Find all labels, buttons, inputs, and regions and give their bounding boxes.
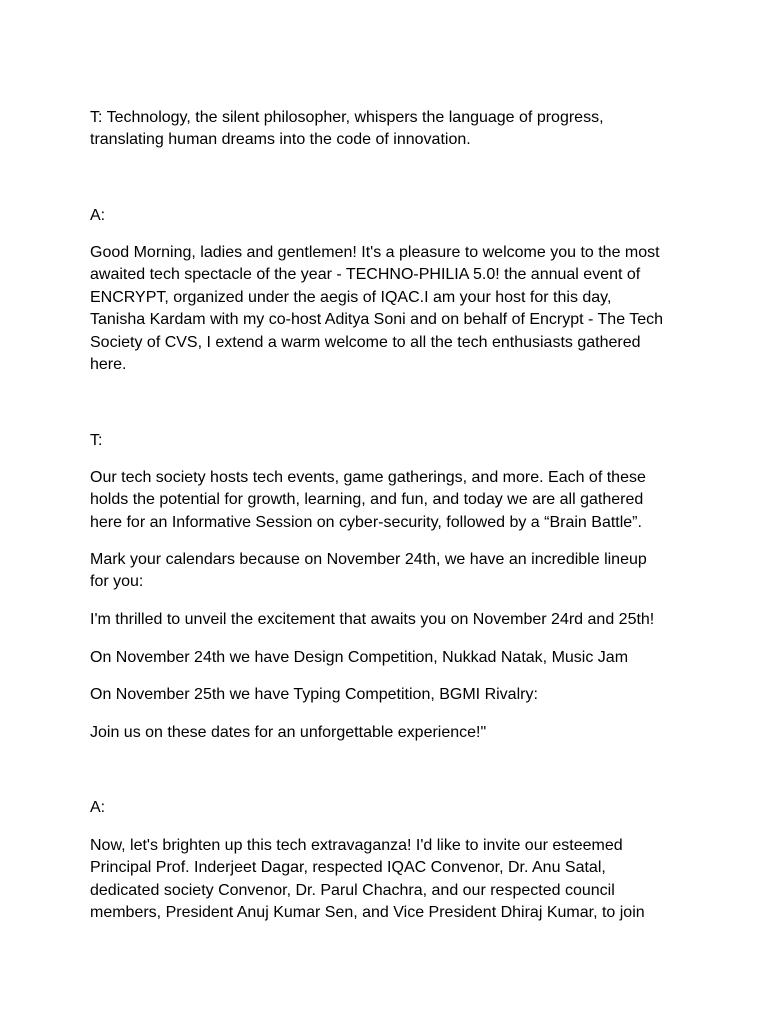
welcome-paragraph: Good Morning, ladies and gentlemen! It's a pleasure to welcome you to the most awaited tech spectacle of the year - TECHNO-PHILIA 5.0! the annual event of ENCRYPT, organized under the aegis of IQAC.I am your host for this day, Tanisha Kardam with my co-host Aditya Soni and on behalf of Encrypt - The Tech Society of CVS, I extend a warm welcome to all the tech enthusiasts gathered here. — [90, 244, 664, 374]
unveil-paragraph: I'm thrilled to unveil the excitement that awaits you on November 24rd and 25th! — [90, 611, 655, 628]
speaker-t-intro-paragraph: T: Technology, the silent philosopher, whispers the language of progress, translating human dreams into the code of innovation. — [90, 109, 604, 149]
speaker-a-label-2: A: — [90, 799, 106, 816]
speaker-a-label: A: — [90, 207, 106, 224]
join-paragraph: Join us on these dates for an unforgettable experience!" — [90, 724, 487, 741]
calendar-paragraph: Mark your calendars because on November 24th, we have an incredible lineup for you: — [90, 551, 647, 591]
speaker-t-label: T: — [90, 432, 103, 449]
november-24-paragraph: On November 24th we have Design Competition, Nukkad Natak, Music Jam — [90, 649, 629, 666]
society-paragraph: Our tech society hosts tech events, game gatherings, and more. Each of these holds the potential for growth, learning, and fun, and today we are all gathered here for an Informative Session on cyber-security, followed by a “Brain Battle”. — [90, 469, 646, 531]
invitation-paragraph: Now, let's brighten up this tech extravaganza! I'd like to invite our esteemed Principal Prof. Inderjeet Dagar, respected IQAC Convenor, Dr. Anu Satal, dedicated society Convenor, Dr. Parul Chachra, and our respected council members, President Anuj Kumar Sen, and Vice President Dhiraj Kumar, to join — [90, 837, 645, 922]
november-25-paragraph: On November 25th we have Typing Competition, BGMI Rivalry: — [90, 686, 538, 703]
